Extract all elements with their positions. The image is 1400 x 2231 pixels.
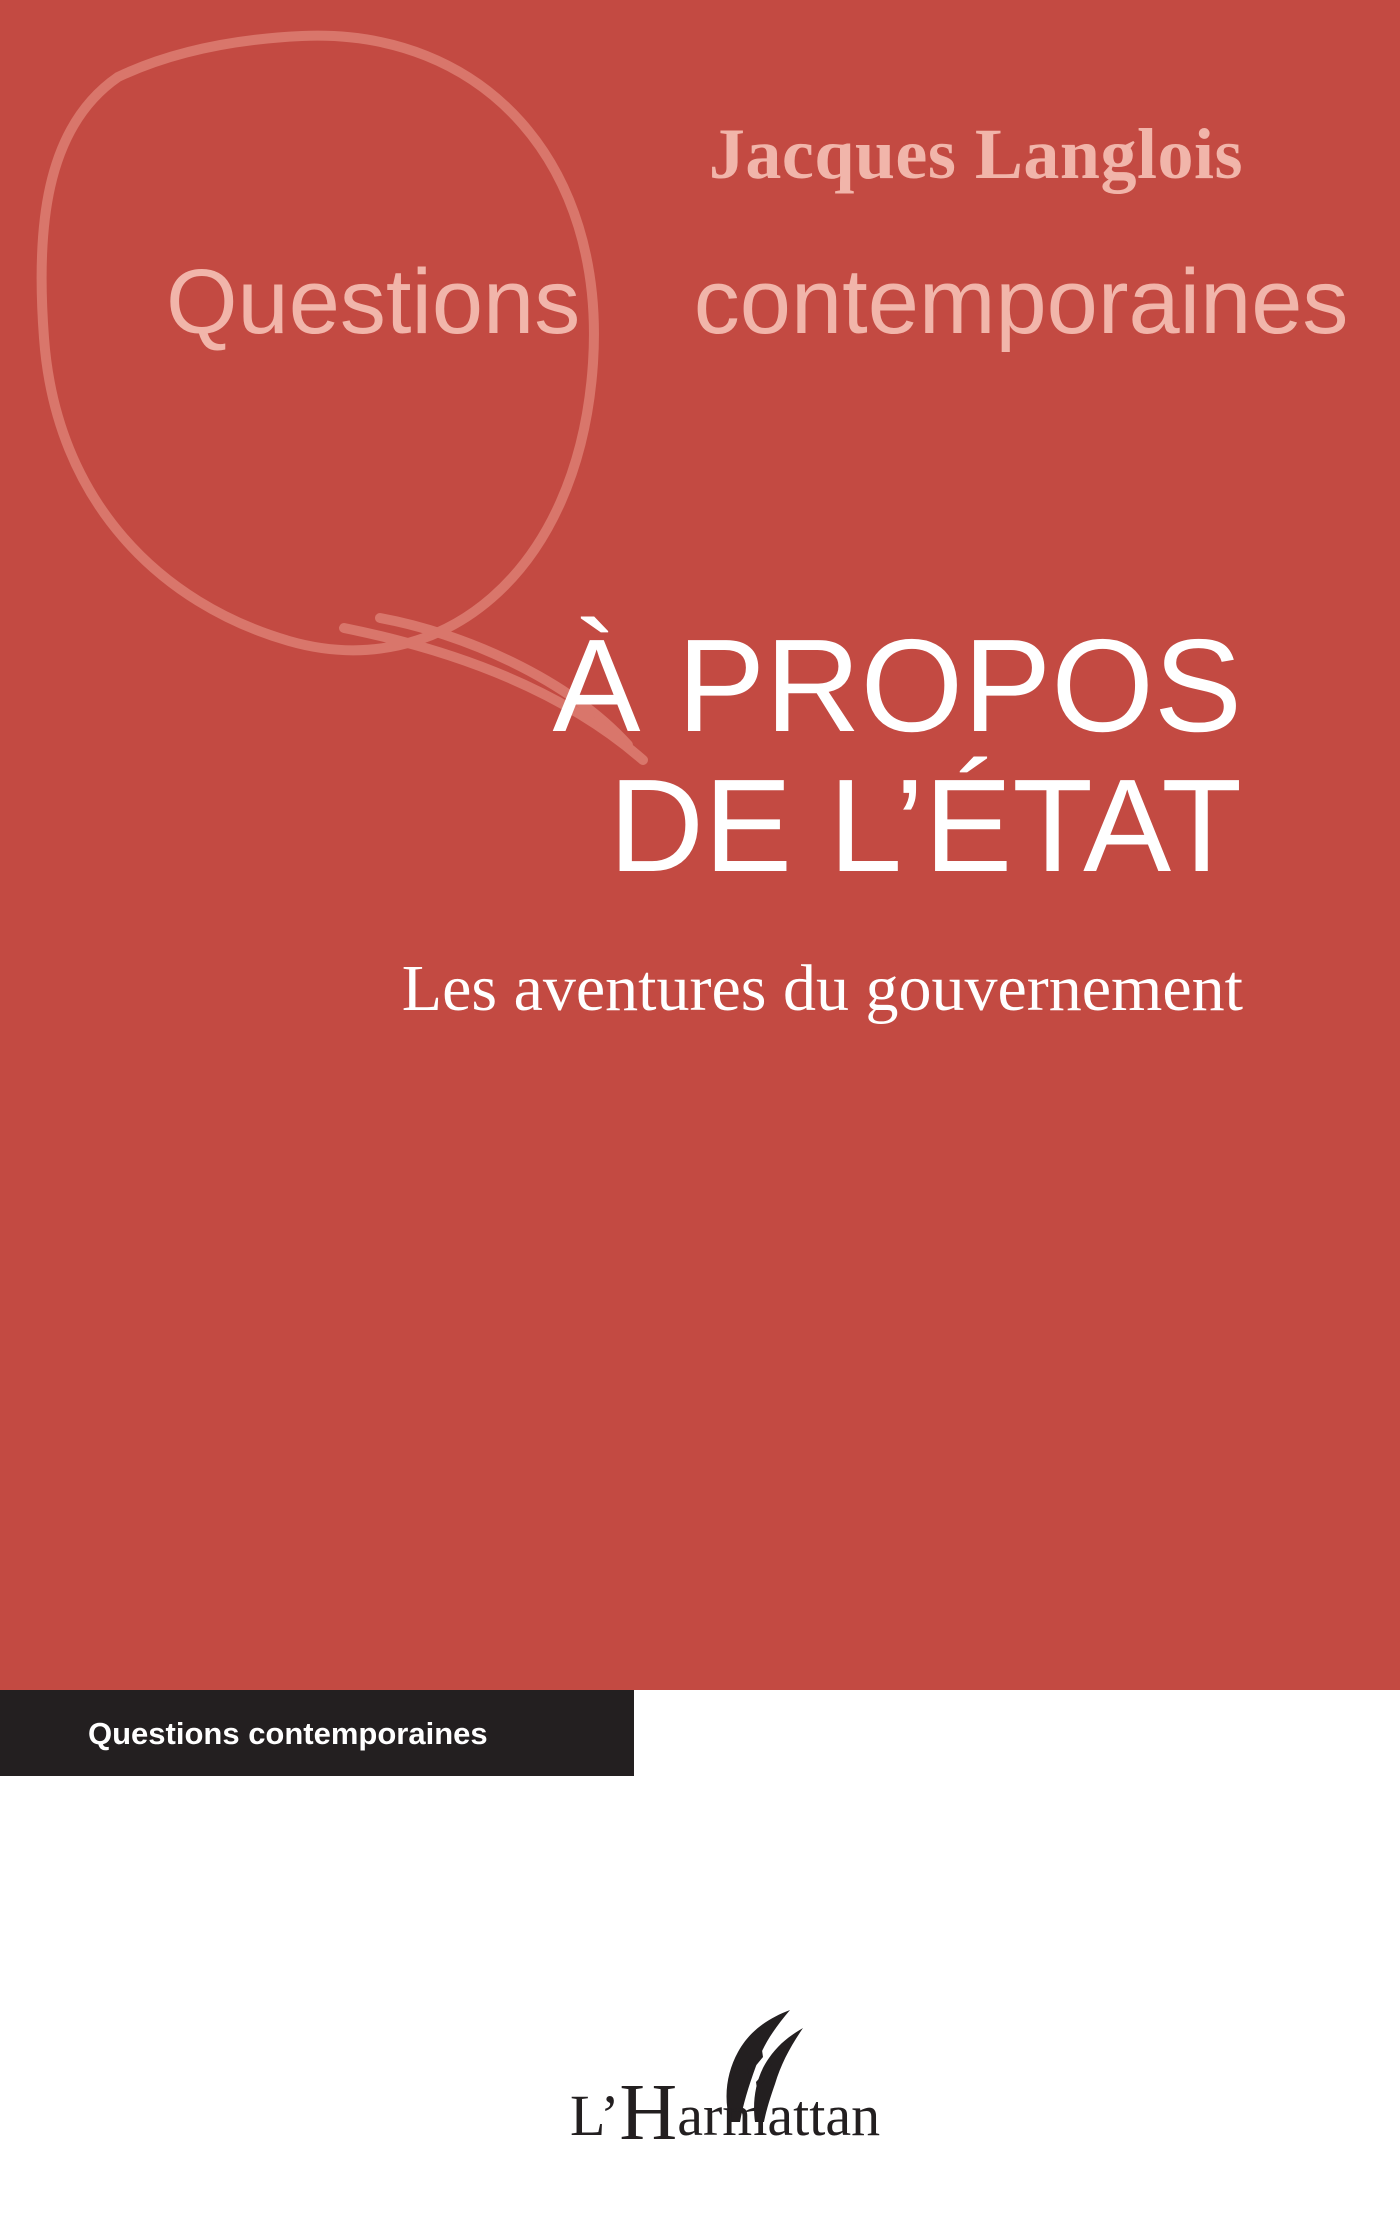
- series-title-left: Questions: [166, 251, 581, 353]
- book-title-line-1: À PROPOS: [552, 612, 1242, 759]
- publisher-prefix: L’: [570, 2083, 620, 2148]
- publisher-logo: [570, 2010, 920, 2157]
- series-band: [0, 1690, 634, 1776]
- publisher-rest: armattan: [677, 2083, 881, 2148]
- publisher-name: [570, 2069, 881, 2157]
- series-title-top: [166, 251, 1349, 353]
- author-name: Jacques Langlois: [708, 114, 1243, 194]
- series-title-right: contemporaines: [693, 251, 1349, 353]
- book-title: [552, 612, 1242, 899]
- book-title-line-2: DE L’ÉTAT: [608, 752, 1242, 899]
- book-subtitle: Les aventures du gouvernement: [401, 952, 1243, 1025]
- series-band-label: Questions contemporaines: [88, 1715, 488, 1751]
- publisher-initial: H: [619, 2069, 678, 2157]
